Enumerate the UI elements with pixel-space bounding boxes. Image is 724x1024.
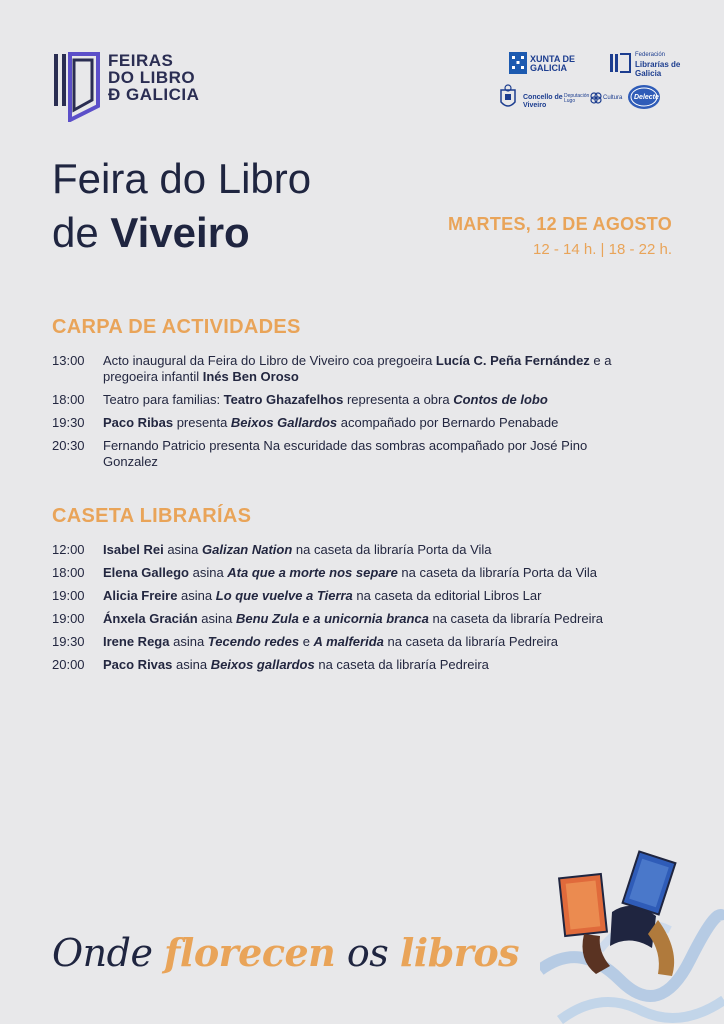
carpa-event-list xyxy=(52,353,622,477)
event-text: na caseta da editorial Libros Lar xyxy=(352,588,542,603)
event-time: 19:30 xyxy=(52,634,85,649)
event-time: 19:00 xyxy=(52,611,85,626)
page-title xyxy=(52,152,311,260)
federacion-label: Librarías de Galicia xyxy=(635,60,681,78)
event-hours: 12 - 14 h. | 18 - 22 h. xyxy=(533,241,672,258)
person-name: Paco Rivas xyxy=(103,657,173,672)
work-title: Tecendo redes xyxy=(207,634,300,649)
xunta-label: XUNTA DE GALICIA xyxy=(530,54,575,73)
work-title: A malferida xyxy=(313,634,384,649)
event-row xyxy=(52,588,622,604)
logo-line-1: FEIRAS xyxy=(108,51,174,70)
concello-shield-icon xyxy=(499,84,517,110)
tagline-word-4: libros xyxy=(399,930,520,975)
feiras-do-libro-logo xyxy=(52,50,199,122)
caseta-event-list xyxy=(52,542,622,680)
person-name: Paco Ribas xyxy=(103,415,174,430)
deputacion-label: Deputación Lugo xyxy=(564,93,590,104)
event-text: e xyxy=(299,634,314,649)
event-time: 12:00 xyxy=(52,542,85,557)
caseta-section-title: CASETA LIBRARÍAS xyxy=(52,505,252,527)
tagline-word-2: florecen xyxy=(164,930,336,975)
event-day: MARTES, 12 DE AGOSTO xyxy=(447,214,672,234)
work-title: Benu Zula e a unicornia branca xyxy=(235,611,429,626)
cultura-icon xyxy=(590,92,602,104)
event-time: 20:30 xyxy=(52,438,85,453)
logo-line-2: DO LIBRO xyxy=(108,68,196,87)
person-name: Lucía C. Peña Fernández xyxy=(435,353,590,368)
book-door-icon xyxy=(52,50,100,122)
person-name: Inés Ben Oroso xyxy=(202,369,299,384)
event-row xyxy=(52,438,622,470)
concello-label: Concello de Viveiro xyxy=(523,94,563,109)
xunta-shield-icon xyxy=(509,52,527,74)
title-line-1: Feira do Libro xyxy=(52,155,312,202)
title-town: Viveiro xyxy=(110,209,250,256)
title-prefix: de xyxy=(52,209,111,256)
event-text: na caseta da libraría Pedreira xyxy=(383,634,559,649)
event-text: presenta xyxy=(173,415,231,430)
tagline xyxy=(52,930,519,975)
event-description xyxy=(103,611,622,627)
event-row xyxy=(52,415,622,431)
event-description xyxy=(103,634,622,650)
work-title: Ata que a morte nos separe xyxy=(227,565,398,580)
event-text: representa a obra xyxy=(343,392,454,407)
logo-line-3: Ð GALICIA xyxy=(108,85,200,104)
event-time: 18:00 xyxy=(52,565,85,580)
event-description xyxy=(103,542,622,558)
work-title: Lo que vuelve a Tierra xyxy=(215,588,353,603)
event-text: acompañado por Bernardo Penabade xyxy=(337,415,559,430)
work-title: Beixos Gallardos xyxy=(230,415,338,430)
event-time: 18:00 xyxy=(52,392,85,407)
cultura-label: Cultura xyxy=(603,95,623,101)
event-text: e a pregoeira infantil xyxy=(103,353,612,384)
person-name: Irene Rega xyxy=(103,634,170,649)
event-text: Teatro para familias: xyxy=(103,392,224,407)
event-text: asina xyxy=(169,634,208,649)
event-description xyxy=(103,657,622,673)
event-text: asina xyxy=(177,588,216,603)
event-text: na caseta da libraría Porta da Vila xyxy=(397,565,598,580)
person-name: Teatro Ghazafelhos xyxy=(223,392,344,407)
event-description xyxy=(103,565,622,581)
hands-holding-books-illustration xyxy=(540,850,724,1024)
event-row xyxy=(52,611,622,627)
event-text: Fernando Patricio presenta Na escuridade das sombras acompañado por José Pino Gonzalez xyxy=(103,438,588,469)
federacion-logo-icon xyxy=(609,52,631,74)
event-description xyxy=(103,588,622,604)
event-description xyxy=(103,353,622,385)
event-description xyxy=(103,438,622,470)
event-time: 13:00 xyxy=(52,353,85,368)
person-name: Ánxela Gracián xyxy=(103,611,198,626)
person-name: Isabel Rei xyxy=(103,542,164,557)
event-text: asina xyxy=(163,542,203,557)
event-row xyxy=(52,565,622,581)
event-date xyxy=(448,214,672,258)
federacion-small-label: Federación xyxy=(635,52,666,58)
event-description xyxy=(103,392,622,408)
carpa-section-title: CARPA DE ACTIVIDADES xyxy=(52,316,301,338)
event-row xyxy=(52,353,622,385)
event-text: Acto inaugural da Feira do Libro de Viveiro coa pregoeira xyxy=(103,353,436,368)
person-name: Elena Gallego xyxy=(103,565,189,580)
event-row xyxy=(52,634,622,650)
delecte-label: Delecte xyxy=(634,94,659,101)
person-name: Alicia Freire xyxy=(103,588,178,603)
sponsor-logos xyxy=(495,50,680,120)
event-text: na caseta da libraría Pedreira xyxy=(428,611,604,626)
event-row xyxy=(52,657,622,673)
event-text: asina xyxy=(197,611,236,626)
work-title: Contos de lobo xyxy=(453,392,548,407)
event-text: asina xyxy=(172,657,211,672)
tagline-word-1: Onde xyxy=(52,931,165,975)
event-row xyxy=(52,542,622,558)
event-row xyxy=(52,392,622,408)
tagline-word-3: os xyxy=(335,931,400,975)
event-text: na caseta da libraría Porta da Vila xyxy=(292,542,492,557)
event-text: na caseta da libraría Pedreira xyxy=(314,657,489,672)
event-time: 19:30 xyxy=(52,415,85,430)
work-title: Beixos gallardos xyxy=(210,657,315,672)
work-title: Galizan Nation xyxy=(202,542,293,557)
event-text: asina xyxy=(188,565,228,580)
event-time: 19:00 xyxy=(52,588,85,603)
title-line-2 xyxy=(52,206,311,260)
event-description xyxy=(103,415,622,431)
event-time: 20:00 xyxy=(52,657,85,672)
